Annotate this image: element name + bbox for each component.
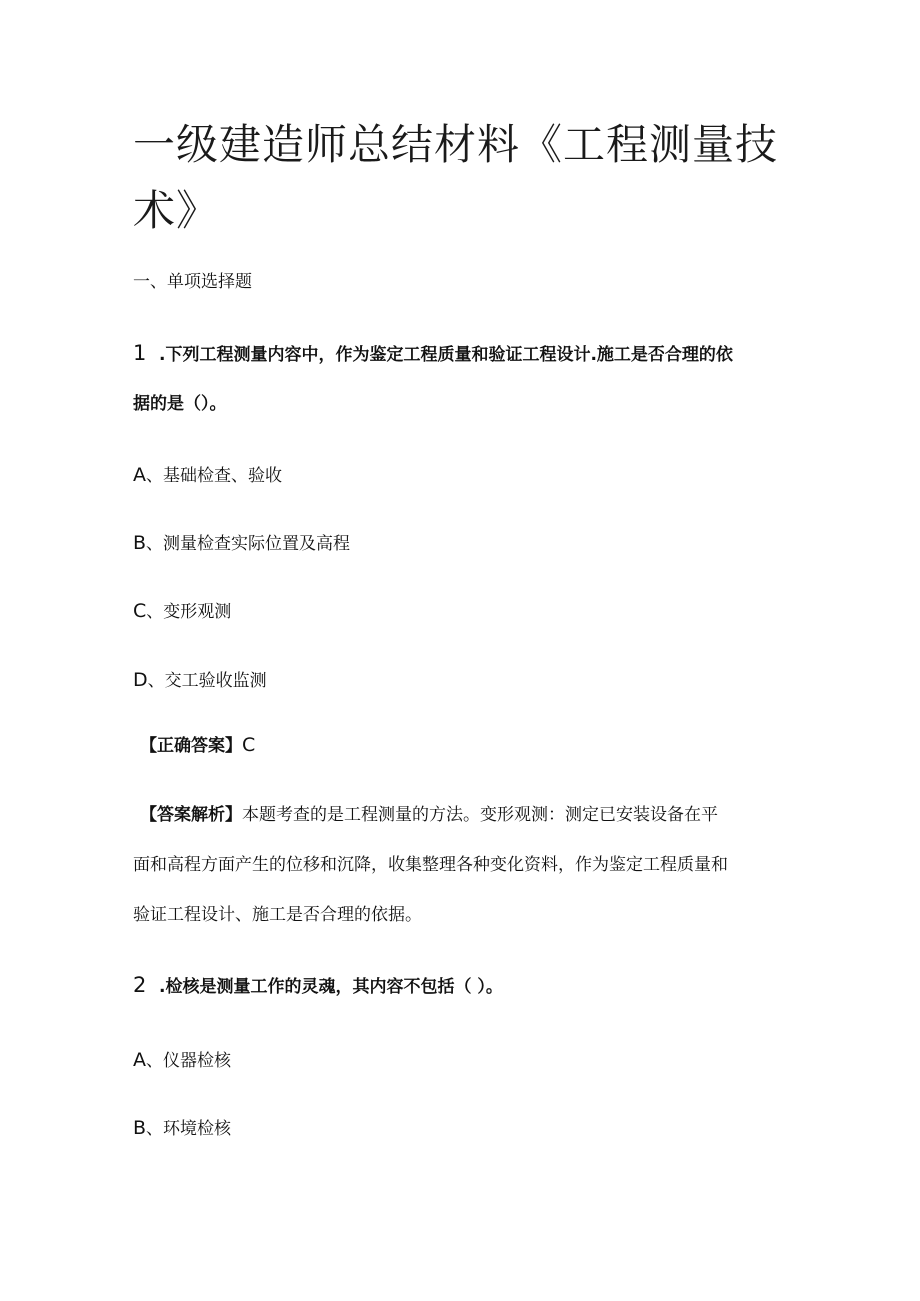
option-letter: B [133, 532, 147, 554]
option-text: 测量检查实际位置及高程 [163, 534, 351, 554]
option-separator: 、 [146, 466, 163, 486]
explanation-line-3: 验证工程设计、施工是否合理的依据。 [133, 905, 422, 925]
option-text: 变形观测 [163, 602, 232, 622]
question-number: 2 [133, 973, 147, 997]
option-separator: 、 [147, 671, 165, 691]
document-title-line-1: 一级建造师总结材料《工程测量技 [133, 120, 779, 169]
option-text: 环境检核 [163, 1119, 232, 1139]
correct-answer [140, 731, 255, 756]
question-2-option-b [133, 1114, 231, 1139]
option-text: 仪器检核 [163, 1051, 231, 1071]
question-1-option-c [133, 597, 231, 622]
question-1-option-a [133, 461, 282, 486]
question-1-option-b [133, 529, 350, 554]
option-text: 交工验收监测 [164, 671, 267, 691]
explanation-label: 【答案解析】 [140, 805, 242, 825]
option-separator: 、 [146, 1119, 164, 1139]
document-title-line-2: 术》 [133, 186, 220, 235]
option-text: 基础检查、验收 [163, 466, 282, 486]
option-letter: C [133, 600, 147, 622]
option-letter: A [133, 1049, 146, 1071]
question-1-option-d [133, 666, 267, 691]
option-letter: D [133, 669, 148, 691]
answer-value: C [242, 734, 256, 756]
explanation-line-1 [140, 800, 718, 825]
explanation-text: 本题考查的是工程测量的方法。变形观测：测定已安装设备在平 [242, 805, 718, 825]
section-heading: 一、单项选择题 [133, 272, 252, 292]
option-letter: B [133, 1117, 147, 1139]
question-text: .检核是测量工作的灵魂，其内容不包括（ ）。 [159, 977, 503, 997]
option-separator: 、 [146, 602, 164, 622]
answer-label: 【正确答案】 [140, 736, 242, 756]
question-2-line-1 [133, 972, 503, 997]
question-1-line-1 [133, 340, 733, 365]
question-number: 1 [133, 341, 147, 365]
question-2-option-a [133, 1046, 231, 1071]
explanation-line-2: 面和高程方面产生的位移和沉降，收集整理各种变化资料，作为鉴定工程质量和 [133, 855, 728, 875]
question-1-line-2: 据的是（）。 [133, 394, 227, 414]
question-text: .下列工程测量内容中，作为鉴定工程质量和验证工程设计.施工是否合理的依 [159, 345, 733, 365]
option-letter: A [133, 464, 146, 486]
option-separator: 、 [146, 534, 164, 554]
option-separator: 、 [146, 1051, 163, 1071]
